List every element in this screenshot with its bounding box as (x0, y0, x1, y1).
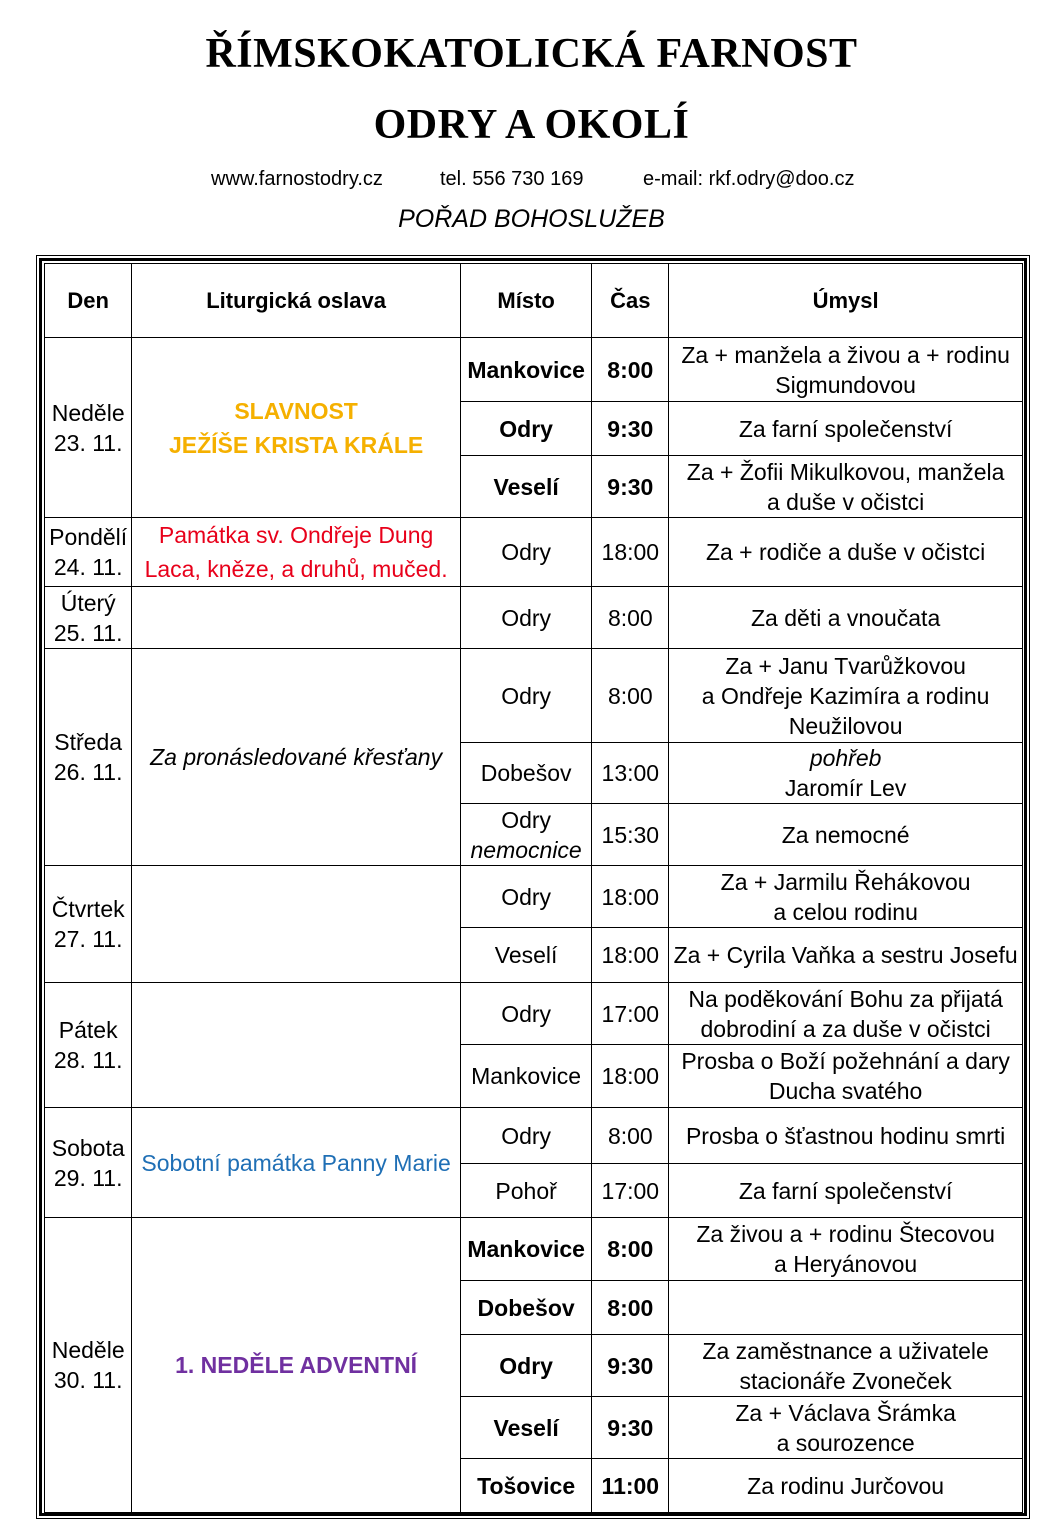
place-cell: Veselí (460, 456, 592, 518)
place-cell: Pohoř (460, 1164, 592, 1218)
time-cell: 9:30 (592, 1397, 669, 1459)
intention-text: Jaromír Lev (784, 775, 907, 801)
day-cell: Sobota 29. 11. (45, 1108, 132, 1218)
table-header-row (45, 264, 1023, 338)
place-cell: Odry (460, 1335, 592, 1397)
time-cell: 9:30 (592, 402, 669, 456)
column-header-intention: Úmysl (669, 264, 1023, 338)
place-text: Odry (501, 806, 552, 833)
place-cell (460, 804, 592, 866)
intention-cell: Za + Václava Šrámka a sourozence (669, 1397, 1023, 1459)
intention-cell: Za + Žofii Mikulkovou, manžela a duše v očistci (669, 456, 1023, 518)
place-cell: Mankovice (460, 1045, 592, 1108)
liturgy-cell: Památka sv. Ondřeje Dung Laca, kněze, a druhů, mučed. (132, 518, 460, 587)
intention-cell: Za farní společenství (669, 1164, 1023, 1218)
place-cell: Odry (460, 649, 592, 743)
time-cell: 18:00 (592, 928, 669, 983)
table-row (45, 1218, 1023, 1281)
place-cell: Odry (460, 402, 592, 456)
day-cell: Pondělí 24. 11. (45, 518, 132, 587)
day-cell: Čtvrtek 27. 11. (45, 866, 132, 983)
day-cell: Středa 26. 11. (45, 649, 132, 866)
table-row (45, 649, 1023, 743)
intention-cell: Za + Janu Tvarůžkovou a Ondřeje Kazimíra a rodinu Neužilovou (669, 649, 1023, 743)
liturgy-cell: 1. NEDĚLE ADVENTNÍ (132, 1218, 460, 1513)
column-header-liturgy: Liturgická oslava (132, 264, 460, 338)
place-cell: Mankovice (460, 338, 592, 402)
column-header-place: Místo (460, 264, 592, 338)
day-cell: Pátek 28. 11. (45, 983, 132, 1108)
liturgy-cell (132, 983, 460, 1108)
schedule-table (44, 263, 1023, 1513)
time-cell: 8:00 (592, 1218, 669, 1281)
place-cell: Veselí (460, 1397, 592, 1459)
liturgy-cell (132, 587, 460, 649)
parish-subtitle: ODRY A OKOLÍ (373, 102, 690, 148)
intention-cell: Za + Jarmilu Řehákovou a celou rodinu (669, 866, 1023, 928)
intention-cell: Za děti a vnoučata (669, 587, 1023, 649)
column-header-time: Čas (592, 264, 669, 338)
intention-cell: Za farní společenství (669, 402, 1023, 456)
time-cell: 18:00 (592, 866, 669, 928)
time-cell: 18:00 (592, 1045, 669, 1108)
intention-cell (669, 743, 1023, 804)
table-row (45, 983, 1023, 1045)
intention-cell: Za + Cyrila Vaňka a sestru Josefu (669, 928, 1023, 983)
schedule-heading: POŘAD BOHOSLUŽEB (398, 205, 665, 233)
intention-cell: Za zaměstnance a uživatele stacionáře Zvoneček (669, 1335, 1023, 1397)
liturgy-cell: SLAVNOST JEŽÍŠE KRISTA KRÁLE (132, 338, 460, 518)
place-cell: Mankovice (460, 1218, 592, 1281)
place-cell: Odry (460, 983, 592, 1045)
time-cell: 9:30 (592, 1335, 669, 1397)
time-cell: 15:30 (592, 804, 669, 866)
intention-cell: Za nemocné (669, 804, 1023, 866)
place-cell: Dobešov (460, 743, 592, 804)
place-cell: Odry (460, 587, 592, 649)
column-header-day: Den (45, 264, 132, 338)
table-row (45, 518, 1023, 587)
intention-cell: Na poděkování Bohu za přijatá dobrodiní a za duše v očistci (669, 983, 1023, 1045)
day-cell: Neděle 23. 11. (45, 338, 132, 518)
place-cell: Dobešov (460, 1281, 592, 1335)
liturgy-cell: Za pronásledované křesťany (132, 649, 460, 866)
place-cell: Odry (460, 866, 592, 928)
time-cell: 13:00 (592, 743, 669, 804)
time-cell: 8:00 (592, 649, 669, 743)
intention-note: pohřeb (809, 745, 882, 771)
place-note: nemocnice (470, 836, 582, 863)
table-row (45, 866, 1023, 928)
intention-cell: Za + manžela a živou a + rodinu Sigmundovou (669, 338, 1023, 402)
time-cell: 8:00 (592, 1108, 669, 1164)
liturgy-cell (132, 866, 460, 983)
intention-cell: Za + rodiče a duše v očistci (669, 518, 1023, 587)
intention-cell: Za rodinu Jurčovou (669, 1459, 1023, 1513)
website-link[interactable]: www.farnostodry.cz (211, 168, 383, 190)
place-cell: Odry (460, 518, 592, 587)
table-row (45, 587, 1023, 649)
table-row (45, 1108, 1023, 1164)
intention-cell: Prosba o šťastnou hodinu smrti (669, 1108, 1023, 1164)
liturgy-cell: Sobotní památka Panny Marie (132, 1108, 460, 1218)
intention-cell: Prosba o Boží požehnání a dary Ducha svatého (669, 1045, 1023, 1108)
time-cell: 11:00 (592, 1459, 669, 1513)
place-cell: Odry (460, 1108, 592, 1164)
day-cell: Neděle 30. 11. (45, 1218, 132, 1513)
time-cell: 17:00 (592, 983, 669, 1045)
time-cell: 8:00 (592, 338, 669, 402)
table-row (45, 338, 1023, 402)
email-address[interactable]: e-mail: rkf.odry@doo.cz (643, 168, 855, 190)
place-cell: Veselí (460, 928, 592, 983)
day-cell: Úterý 25. 11. (45, 587, 132, 649)
place-cell: Tošovice (460, 1459, 592, 1513)
intention-cell: Za živou a + rodinu Štecovou a Heryánovou (669, 1218, 1023, 1281)
intention-cell (669, 1281, 1023, 1335)
time-cell: 8:00 (592, 1281, 669, 1335)
time-cell: 18:00 (592, 518, 669, 587)
time-cell: 8:00 (592, 587, 669, 649)
time-cell: 17:00 (592, 1164, 669, 1218)
time-cell: 9:30 (592, 456, 669, 518)
phone-number: tel. 556 730 169 (440, 168, 584, 190)
parish-title: ŘÍMSKOKATOLICKÁ FARNOST (205, 31, 858, 77)
